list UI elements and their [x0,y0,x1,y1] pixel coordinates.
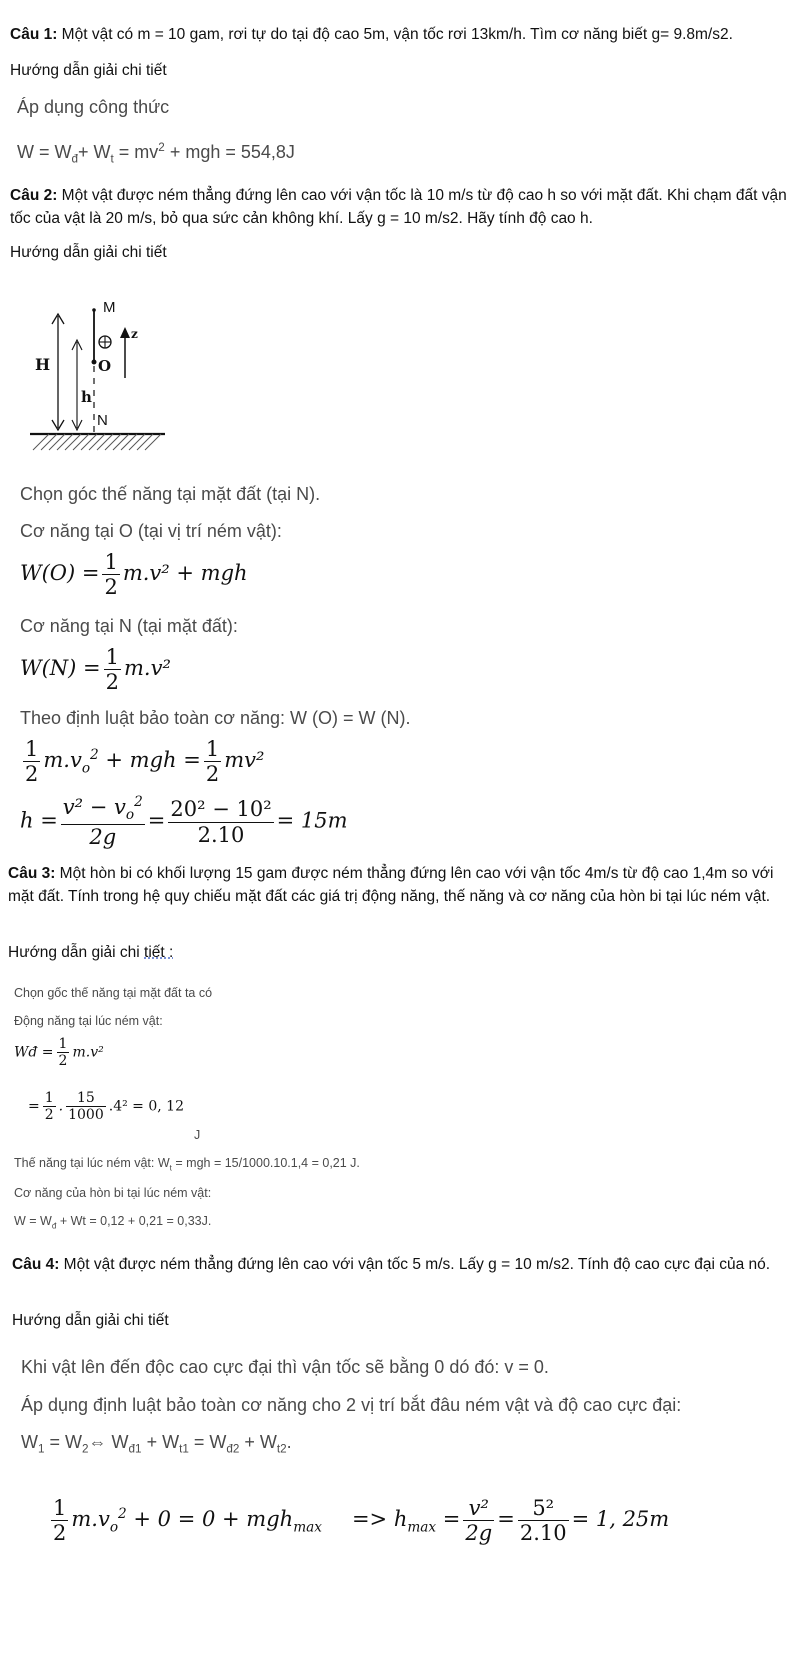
q1-text: Một vật có m = 10 gam, rơi tự do tại độ cao 5m, vận tốc rơi 13km/h. Tìm cơ năng biết g= 9.8m/s2. [57,26,733,43]
q2-figure [25,290,175,460]
q1-formula: $W = W_đ+ W_t = mv^2$ + mgh = 554,8J [17,141,295,166]
label-N: N [97,412,108,429]
q3-line4: Cơ năng của hòn bi tại lúc ném vật: [14,1186,212,1200]
q2-eq4: h = $\frac{v^2 - v_o^2}{2g}$ = $\frac{\text{20² − 10²}}{2.10}$ = 15m [20,794,348,849]
q3-eq1: Wđ = $\frac{1}{2}$ m.v² [14,1036,104,1070]
q3-eq2: = $\frac{1}{2}$ . $\frac{15}{1000}$ .4² = 0, 12 [28,1090,184,1124]
q3-line5: $W = W_đ + Wt = 0,12 + 0,21 = 0,33J$. [14,1214,212,1231]
q4-line1: Khi vật lên đến độc cao cực đại thì vận tốc sẽ bằng 0 dó đó: v = 0. [21,1357,549,1377]
q4-label: Câu 4: [12,1256,60,1273]
q3-line1: Chọn gốc thế năng tại mặt đất ta có [14,986,213,1000]
q3-guide: Hướng dẫn giải chi tiết : [8,944,174,961]
q4-eq: $\frac{1}{2}$ $m.v_o^2 + 0 = 0 + mgh_{max} => h_{max}$ = $\frac{\text{v²}}{2g}$ = $\frac{\text{5²}}{2.10}$ = 1, 25m [53,1496,670,1546]
q2-text: Một vật được ném thẳng đứng lên cao với vận tốc là 10 m/s từ độ cao h so với mặt đất. Khi chạm đất vận tốc của vật là 20 m/s, bỏ qua sức cản không khí. Lấy g = 10 m/s2. Hãy tính độ cao h. [10,187,787,227]
label-h: h [81,388,92,406]
q4-line2: Áp dụng định luật bảo toàn cơ năng cho 2 vị trí bắt đâu ném vật và độ cao cực đại: [21,1395,682,1415]
q2-line4: Theo định luật bảo toàn cơ năng: W (O) = W (N). [20,708,411,728]
q2-eq3: $\frac{1}{2}$ $m.v_o^2$ + mgh = $\frac{1}{2}$ mv² [25,737,265,787]
q1-question [10,26,733,44]
q2-line1: Chọn góc thế năng tại mặt đất (tại N). [20,484,321,504]
q4-guide: Hướng dẫn giải chi tiết [12,1312,169,1329]
q1-guide: Hướng dẫn giải chi tiết [10,62,167,79]
q3-line2: Động năng tại lúc ném vật: [14,1014,163,1028]
q1-line1: Áp dụng công thức [17,97,170,117]
q2-question [10,184,795,230]
q3-line3: Thế năng tại lúc ném vật: $W_t$ = mgh = 15/1000.10.1,4 = 0,21 J. [14,1156,360,1173]
q4-question [12,1253,797,1276]
q2-label: Câu 2: [10,187,58,204]
q3-question [8,862,793,908]
q1-label: Câu 1: [10,26,58,43]
point-O [92,360,97,365]
q2-eq1: W(O) = $\frac{1}{2}$ m.v² + mgh [20,550,248,600]
label-O: O [98,357,112,375]
q3-label: Câu 3: [8,865,56,882]
label-H: H [35,355,51,374]
q2-line3: Cơ năng tại N (tại mặt đất): [20,616,238,636]
q2-line2: Cơ năng tại O (tại vị trí ném vật): [20,521,282,541]
q2-guide: Hướng dẫn giải chi tiết [10,244,167,261]
q3-eq2-unit: J [194,1128,201,1142]
q4-line3: $W_1$ = $W_2\Leftrightarrow$ $W_{đ1} + W_{t1} = W_{đ2} + W_{t2}$. [21,1432,292,1456]
ground-hatch [33,434,161,450]
label-M: M [103,299,116,316]
q4-text: Một vật được ném thẳng đứng lên cao với vận tốc 5 m/s. Lấy g = 10 m/s2. Tính độ cao cực đại của nó. [59,1256,771,1273]
q3-text: Một hòn bi có khối lượng 15 gam được ném thẳng đứng lên cao với vận tốc 4m/s từ độ cao 1,4m so với mặt đất. Tính trong hệ quy chiếu mặt đất các giá trị động năng, thế năng và cơ năng của hòn bi tại lúc ném vật. [8,865,774,905]
q2-eq2: W(N) = $\frac{1}{2}$ m.v² [20,645,171,695]
label-z: z [131,327,138,341]
